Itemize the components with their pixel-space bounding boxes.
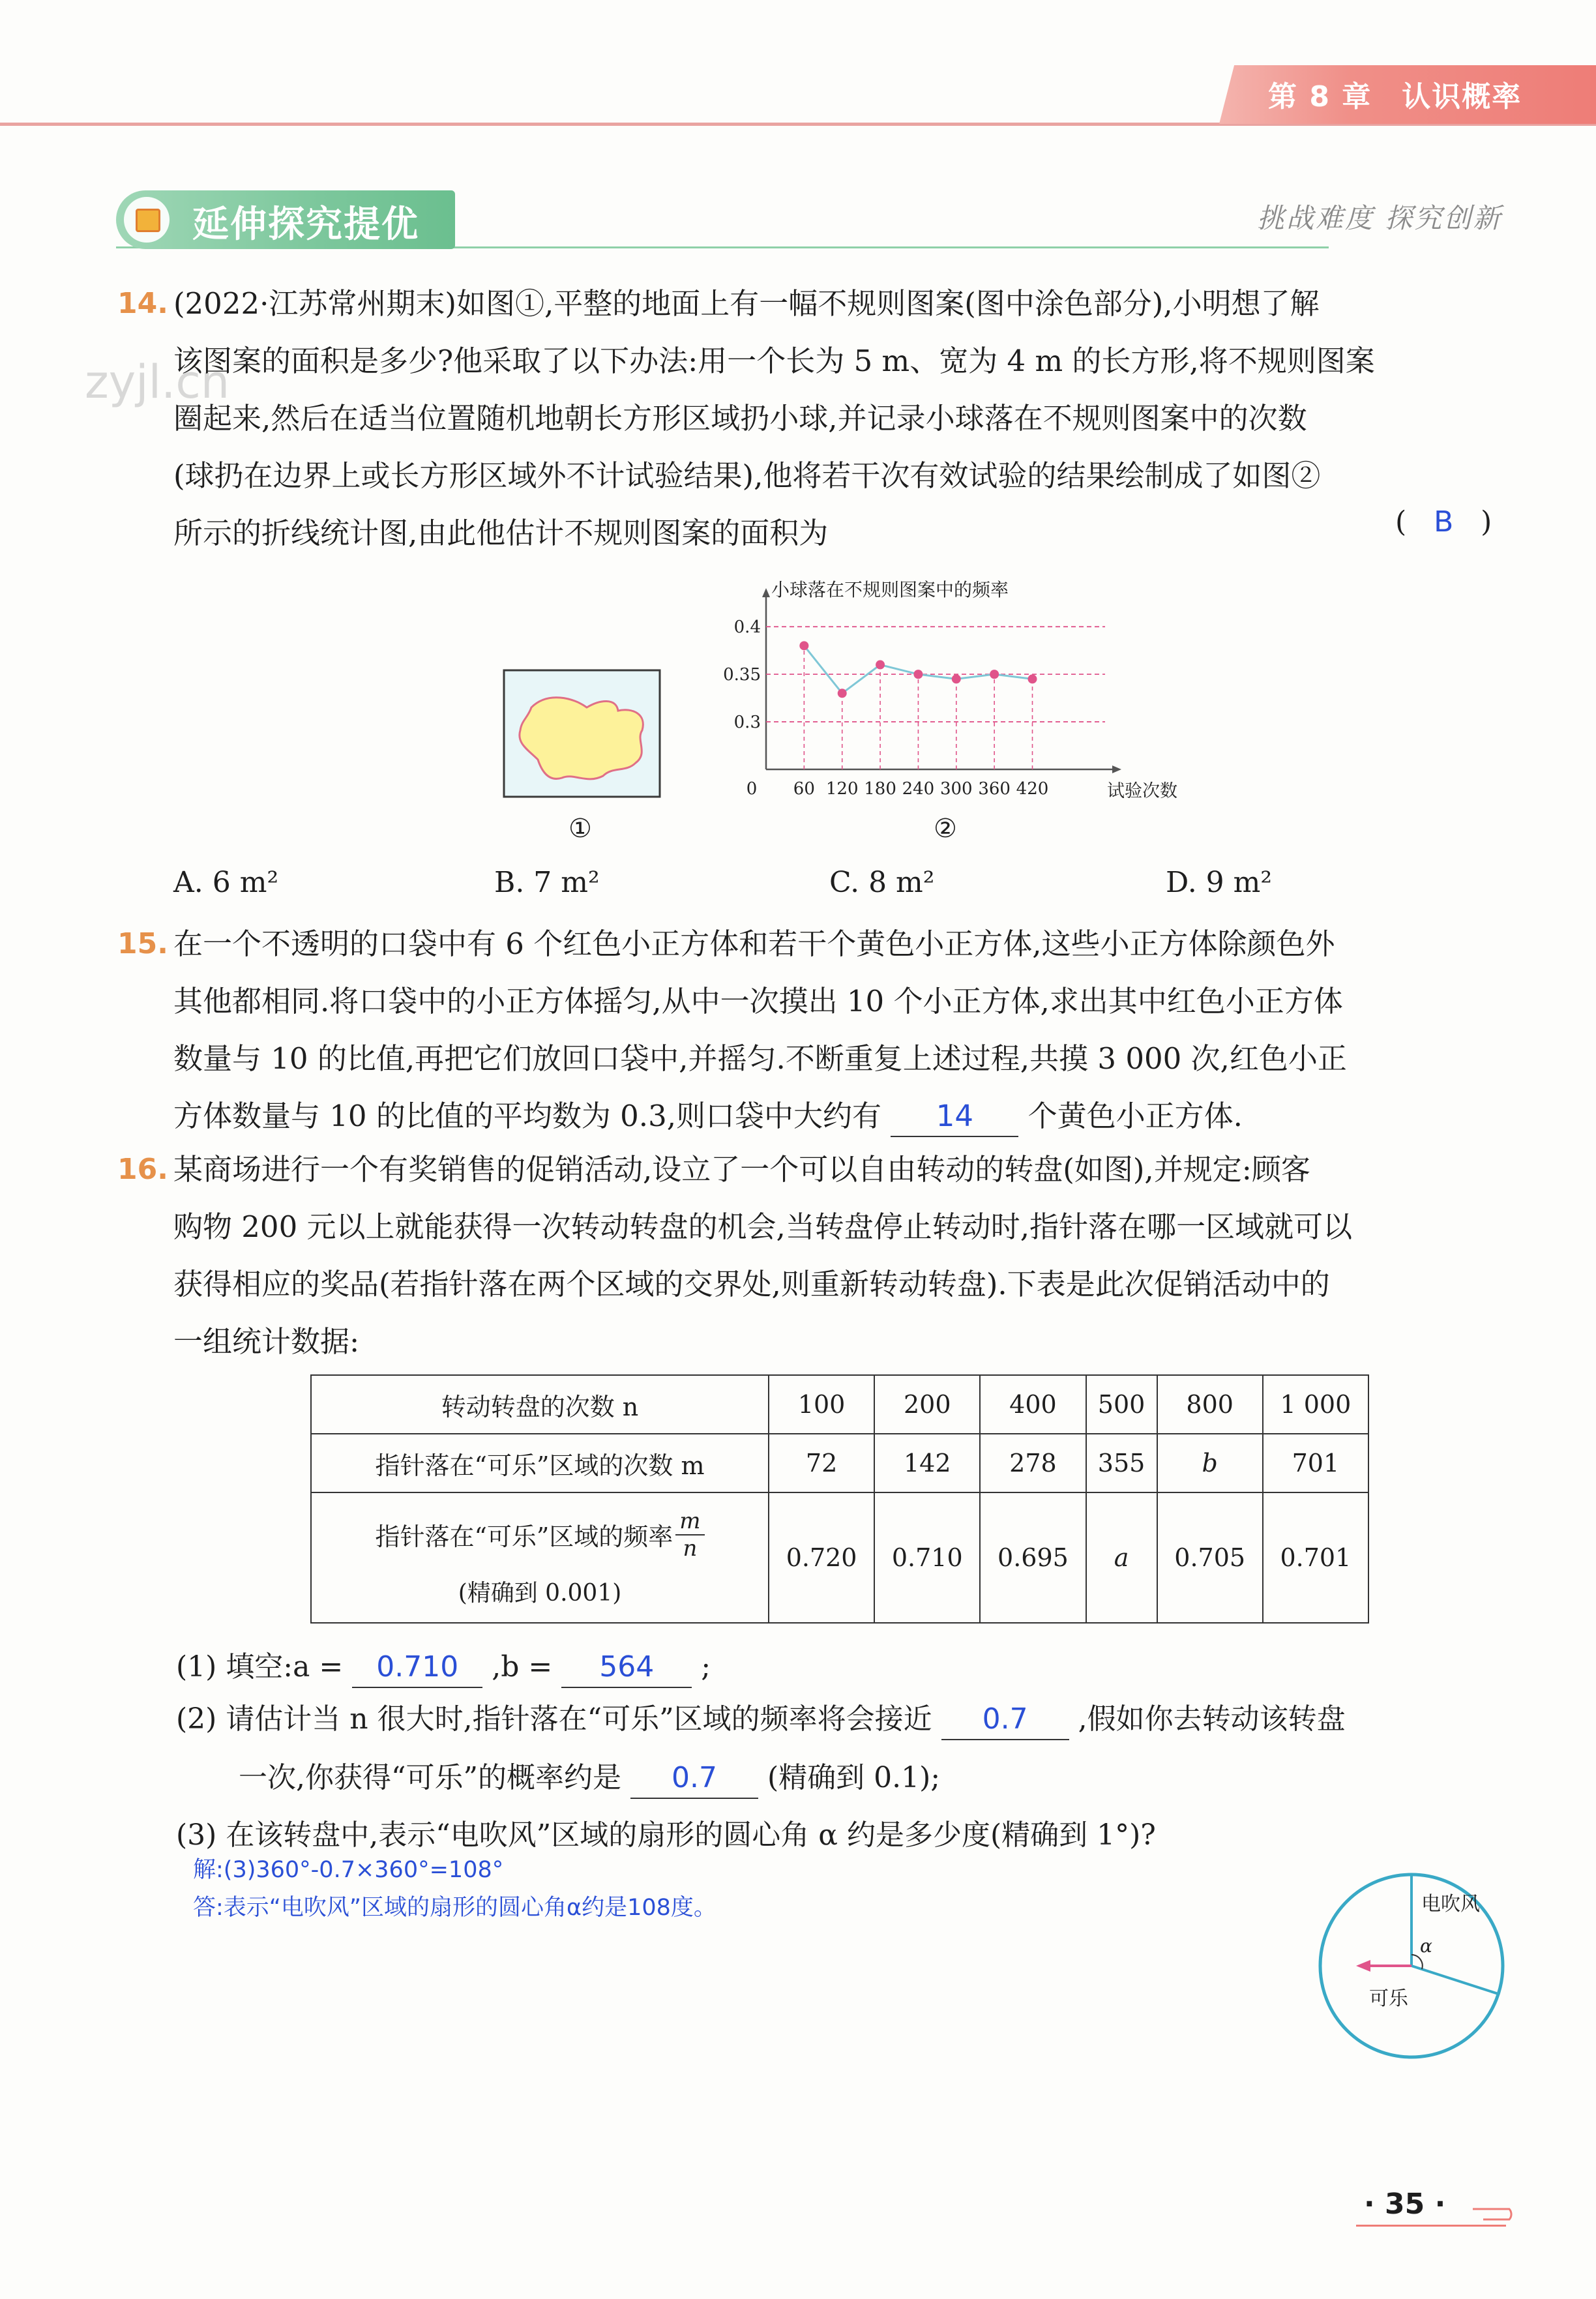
x-tick-label: 300	[939, 779, 973, 799]
y-axis-arrow-icon	[762, 588, 770, 597]
solution-answer-line: 答:表示“电吹风”区域的扇形的圆心角α约是108度。	[193, 1895, 717, 1921]
figure-1-irregular-shape	[502, 668, 662, 799]
q15-line: 数量与 10 的比值,再把它们放回口袋中,并摇匀.不断重复上述过程,共摸 3 000 次,红色小正	[173, 1041, 1347, 1076]
freq-head-text: 指针落在“可乐”区域的频率	[375, 1522, 673, 1551]
x-tick-label: 180	[864, 779, 896, 799]
origin-label: 0	[746, 779, 758, 799]
book-icon-inner	[136, 209, 160, 232]
part2-text2: 一次,你获得“可乐”的概率约是	[239, 1761, 621, 1794]
q16-line: 某商场进行一个有奖销售的促销活动,设立了一个可以自由转动的转盘(如图),并规定:顾客	[173, 1152, 1310, 1187]
table-cell: 0.701	[1263, 1492, 1368, 1623]
option-c: C. 8 m²	[829, 866, 935, 899]
q14-line: 所示的折线统计图,由此他估计不规则图案的面积为	[173, 516, 829, 550]
part2-end: ,假如你去转动该转盘	[1078, 1702, 1346, 1736]
q15-line: 其他都相同.将口袋中的小正方体摇匀,从中一次摸出 10 个小正方体,求出其中红色小正方体	[173, 984, 1343, 1018]
x-tick-label: 60	[793, 779, 815, 799]
q15-tail: 个黄色小正方体.	[1027, 1099, 1243, 1133]
watermark: zyjl.cn	[85, 355, 230, 409]
q15-line: 在一个不透明的口袋中有 6 个红色小正方体和若干个黄色小正方体,这些小正方体除颜色外	[173, 927, 1335, 961]
fraction-m-over-n	[675, 1508, 704, 1562]
q14-line: 该图案的面积是多少?他采取了以下办法:用一个长为 5 m、宽为 4 m 的长方形,将不规则图案	[173, 344, 1375, 378]
q15-answer-blank: 14	[891, 1097, 1018, 1137]
q14-answer-bracket	[1395, 505, 1492, 539]
bracket-open: (	[1395, 505, 1407, 539]
table-cell: 0.705	[1157, 1492, 1263, 1623]
table-cell: a	[1086, 1492, 1157, 1623]
q16-text	[173, 1141, 1503, 1371]
table-row	[311, 1375, 1368, 1434]
table-cell: 400	[980, 1375, 1086, 1434]
answer-frequency-blank: 0.7	[941, 1700, 1069, 1740]
answer-a-blank: 0.710	[352, 1648, 482, 1688]
chart-title: 小球落在不规则图案中的频率	[771, 579, 1009, 601]
table-row	[311, 1492, 1368, 1623]
page-ornament	[1473, 2209, 1511, 2219]
table-head-cell: 指针落在“可乐”区域的次数 m	[311, 1434, 769, 1492]
table-cell: 500	[1086, 1375, 1157, 1434]
part2-text: (2) 请估计当 n 很大时,指针落在“可乐”区域的频率将会接近	[176, 1702, 932, 1736]
table-cell: 200	[874, 1375, 980, 1434]
x-axis-arrow-icon	[1112, 765, 1121, 773]
q14-number: 14.	[117, 287, 168, 320]
bracket-close: )	[1481, 505, 1492, 539]
q14-answer: B	[1434, 505, 1454, 539]
fig1-label: ①	[569, 814, 592, 844]
part1-mid: ,b =	[492, 1650, 553, 1683]
part2-end2: (精确到 0.1);	[767, 1761, 941, 1794]
part1-end: ;	[701, 1650, 711, 1683]
x-axis-label: 试验次数	[1107, 781, 1177, 801]
label-alpha: α	[1420, 1935, 1432, 1957]
precision-note: (精确到 0.001)	[458, 1579, 622, 1607]
q16-line: 购物 200 元以上就能获得一次转动转盘的机会,当转盘停止转动时,指针落在哪一区域就可以	[173, 1209, 1353, 1244]
fraction-denominator: n	[683, 1535, 698, 1562]
q15-text	[173, 915, 1503, 1145]
option-b: B. 7 m²	[494, 866, 600, 899]
table-cell: 0.720	[769, 1492, 874, 1623]
x-tick-label: 240	[902, 779, 935, 799]
answer-probability-blank: 0.7	[630, 1758, 758, 1799]
y-tick-label: 0.3	[733, 713, 761, 733]
y-tick-label: 0.4	[733, 617, 761, 638]
statistics-table	[310, 1374, 1369, 1624]
q15-line: 方体数量与 10 的比值的平均数为 0.3,则口袋中大约有	[173, 1099, 882, 1133]
series-line	[804, 645, 1032, 693]
fig2-label: ②	[934, 814, 957, 844]
footer-rule	[1356, 2225, 1506, 2227]
q14-text	[173, 275, 1503, 562]
spinner-figure	[1310, 1858, 1526, 2073]
q14-line: 圈起来,然后在适当位置随机地朝长方形区域扔小球,并记录小球落在不规则图案中的次数	[173, 401, 1307, 436]
q15-number: 15.	[117, 927, 168, 960]
table-cell: 278	[980, 1434, 1086, 1492]
q15-last-line	[173, 1088, 1503, 1145]
table-cell: 701	[1263, 1434, 1368, 1492]
table-head-cell: 转动转盘的次数 n	[311, 1375, 769, 1434]
fraction-numerator: m	[675, 1508, 704, 1535]
table-cell: 800	[1157, 1375, 1263, 1434]
option-a: A. 6 m²	[173, 866, 279, 899]
x-tick-label: 120	[825, 779, 859, 799]
page-corner-icon	[1470, 2196, 1522, 2222]
data-point	[990, 670, 999, 679]
q14-line: (球扔在边界上或长方形区域外不计试验结果),他将若干次有效试验的结果绘制成了如图②	[173, 458, 1321, 493]
sector-boundary	[1411, 1966, 1498, 1994]
data-point	[913, 670, 923, 679]
data-point	[952, 674, 961, 683]
table-cell: 142	[874, 1434, 980, 1492]
pointer-arrow-icon	[1356, 1960, 1370, 1972]
table-row	[311, 1434, 1368, 1492]
table-cell: 72	[769, 1434, 874, 1492]
label-hairdryer: 电吹风	[1421, 1893, 1480, 1916]
table-cell: 1 000	[1263, 1375, 1368, 1434]
q16-part1	[176, 1643, 711, 1688]
answer-b-blank: 564	[561, 1648, 692, 1688]
x-tick-label: 360	[978, 779, 1011, 799]
solution-line: 解:(3)360°-0.7×360°=108°	[193, 1857, 504, 1883]
data-point	[799, 641, 808, 650]
data-point	[876, 660, 885, 670]
q16-number: 16.	[117, 1153, 168, 1186]
section-title: 延伸探究提优	[192, 203, 419, 246]
page-number: · 35 ·	[1364, 2188, 1446, 2221]
section-slogan: 挑战难度 探究创新	[1257, 202, 1503, 234]
part1-label: (1) 填空:a =	[176, 1650, 344, 1683]
q16-line: 获得相应的奖品(若指针落在两个区域的交界处,则重新转动转盘).下表是此次促销活动中的	[173, 1267, 1330, 1301]
table-cell: b	[1157, 1434, 1263, 1492]
table-head-cell	[311, 1492, 769, 1623]
table-cell: 100	[769, 1375, 874, 1434]
q16-part2-line1	[176, 1695, 1346, 1740]
table-cell: 0.695	[980, 1492, 1086, 1623]
q14-line: (2022·江苏常州期末)如图①,平整的地面上有一幅不规则图案(图中涂色部分),小明想了解	[173, 286, 1320, 321]
q16-part2-line2	[239, 1754, 940, 1799]
y-tick-label: 0.35	[723, 665, 761, 685]
table-cell: 0.710	[874, 1492, 980, 1623]
x-tick-label: 420	[1016, 779, 1049, 799]
data-point	[1028, 674, 1037, 683]
freq-head-line	[312, 1508, 768, 1562]
label-cola: 可乐	[1369, 1987, 1408, 2010]
frequency-line-chart	[714, 574, 1183, 808]
chapter-title: 第 8 章 认识概率	[1268, 80, 1522, 113]
data-point	[838, 689, 847, 698]
q16-line: 一组统计数据:	[173, 1324, 360, 1359]
q16-part3: (3) 在该转盘中,表示“电吹风”区域的扇形的圆心角 α 约是多少度(精确到 1°)?	[176, 1818, 1156, 1852]
table-cell: 355	[1086, 1434, 1157, 1492]
option-d: D. 9 m²	[1166, 866, 1273, 899]
